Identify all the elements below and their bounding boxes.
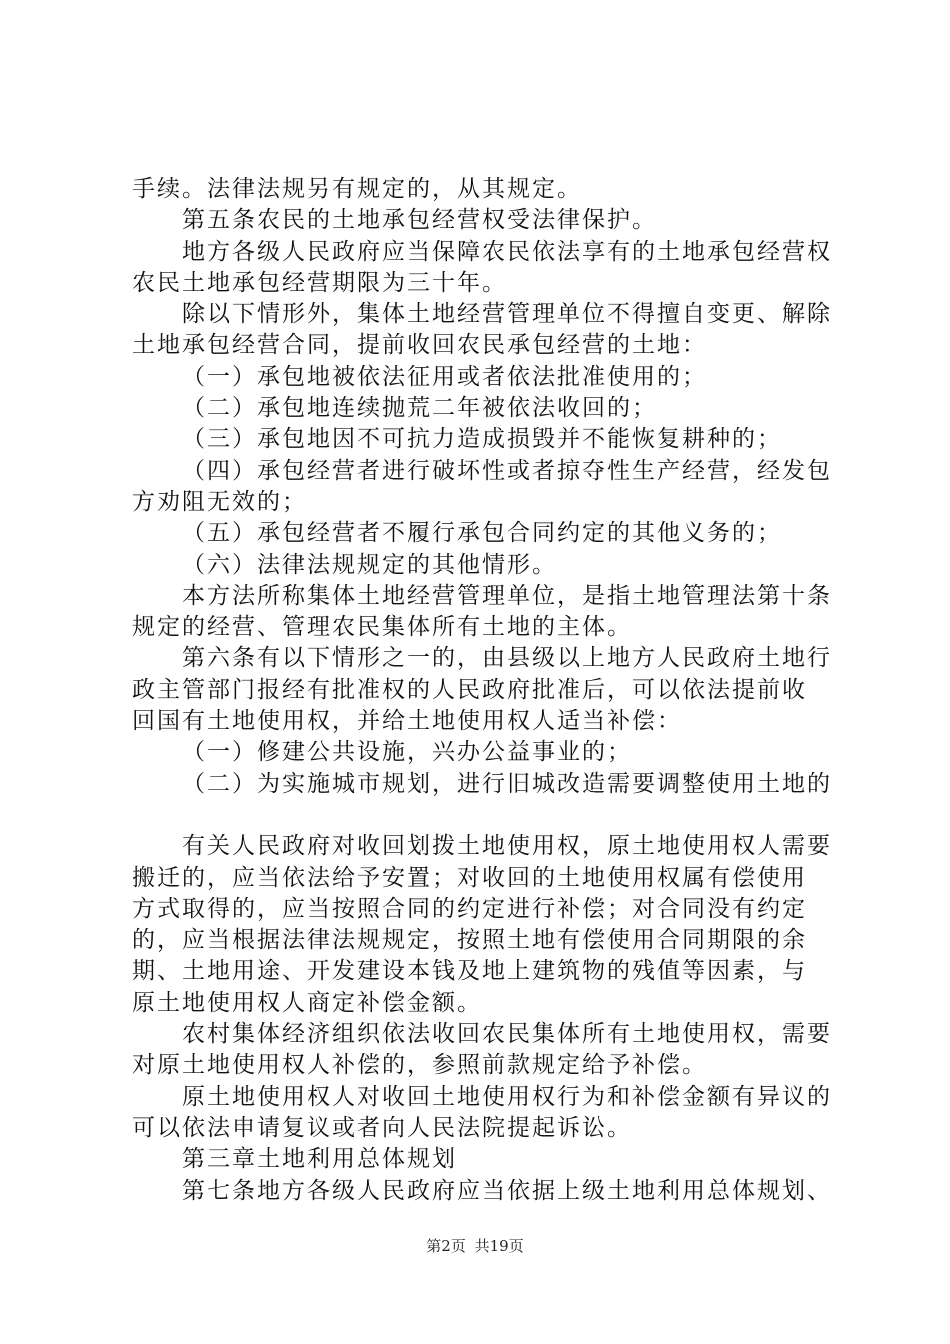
- text-line: 对原土地使用权人补偿的，参照前款规定给予补偿。: [132, 1052, 707, 1079]
- text-line: 回国有土地使用权，并给土地使用权人适当补偿：: [132, 708, 682, 735]
- text-line: 可以依法申请复议或者向人民法院提起诉讼。: [132, 1114, 632, 1141]
- text-line: 有关人民政府对收回划拨土地使用权，原土地使用权人需要: [182, 833, 832, 860]
- chapter-3-heading: 第三章土地利用总体规划: [182, 1146, 457, 1173]
- article-6-heading: 第六条有以下情形之一的，由县级以上地方人民政府土地行: [182, 645, 832, 672]
- text-line: 除以下情形外，集体土地经营管理单位不得擅自变更、解除: [182, 301, 832, 328]
- list-item: （四）承包经营者进行破坏性或者掠夺性生产经营，经发包: [182, 457, 832, 484]
- blank-line: [132, 800, 834, 831]
- text-line: 农村集体经济组织依法收回农民集体所有土地使用权，需要: [182, 1021, 832, 1048]
- text-line: 原土地使用权人商定补偿金额。: [132, 989, 482, 1016]
- text-line: 本方法所称集体土地经营管理单位，是指土地管理法第十条: [182, 582, 832, 609]
- text-line: 的，应当根据法律法规规定，按照土地有偿使用合同期限的余: [132, 927, 807, 954]
- text-line: 政主管部门报经有批准权的人民政府批准后，可以依法提前收: [132, 676, 807, 703]
- text-line: 手续。法律法规另有规定的，从其规定。: [132, 176, 582, 202]
- text-line: 搬迁的，应当依法给予安置；对收回的土地使用权属有偿使用: [132, 864, 807, 891]
- list-item: （二）承包地连续抛荒二年被依法收回的；: [182, 395, 657, 422]
- document-page: [132, 174, 834, 1207]
- list-item: （二）为实施城市规划，进行旧城改造需要调整使用土地的: [182, 770, 832, 797]
- text-line: 地方各级人民政府应当保障农民依法享有的土地承包经营权: [182, 238, 832, 265]
- article-5-heading: 第五条农民的土地承包经营权受法律保护。: [182, 207, 657, 234]
- list-item: （一）承包地被依法征用或者依法批准使用的；: [182, 363, 707, 390]
- text-line: 方式取得的，应当按照合同的约定进行补偿；对合同没有约定: [132, 895, 807, 922]
- list-item-continuation: 方劝阻无效的；: [132, 488, 307, 515]
- page-number: 第2页: [426, 1237, 466, 1255]
- text-line: 期、土地用途、开发建设本钱及地上建筑物的残值等因素，与: [132, 958, 807, 985]
- list-item: （三）承包地因不可抗力造成损毁并不能恢复耕种的；: [182, 426, 782, 453]
- list-item: （五）承包经营者不履行承包合同约定的其他义务的；: [182, 520, 782, 547]
- text-line: 土地承包经营合同，提前收回农民承包经营的土地：: [132, 332, 707, 359]
- article-7-heading: 第七条地方各级人民政府应当依据上级土地利用总体规划、: [182, 1177, 832, 1204]
- text-line: 规定的经营、管理农民集体所有土地的主体。: [132, 614, 632, 641]
- text-line: 原土地使用权人对收回土地使用权行为和补偿金额有异议的: [182, 1083, 832, 1110]
- page-total: 共19页: [474, 1237, 524, 1255]
- list-item: （一）修建公共设施，兴办公益事业的；: [182, 739, 632, 766]
- list-item: （六）法律法规规定的其他情形。: [182, 551, 557, 578]
- page-footer: [0, 1235, 950, 1256]
- text-line: 农民土地承包经营期限为三十年。: [132, 269, 507, 296]
